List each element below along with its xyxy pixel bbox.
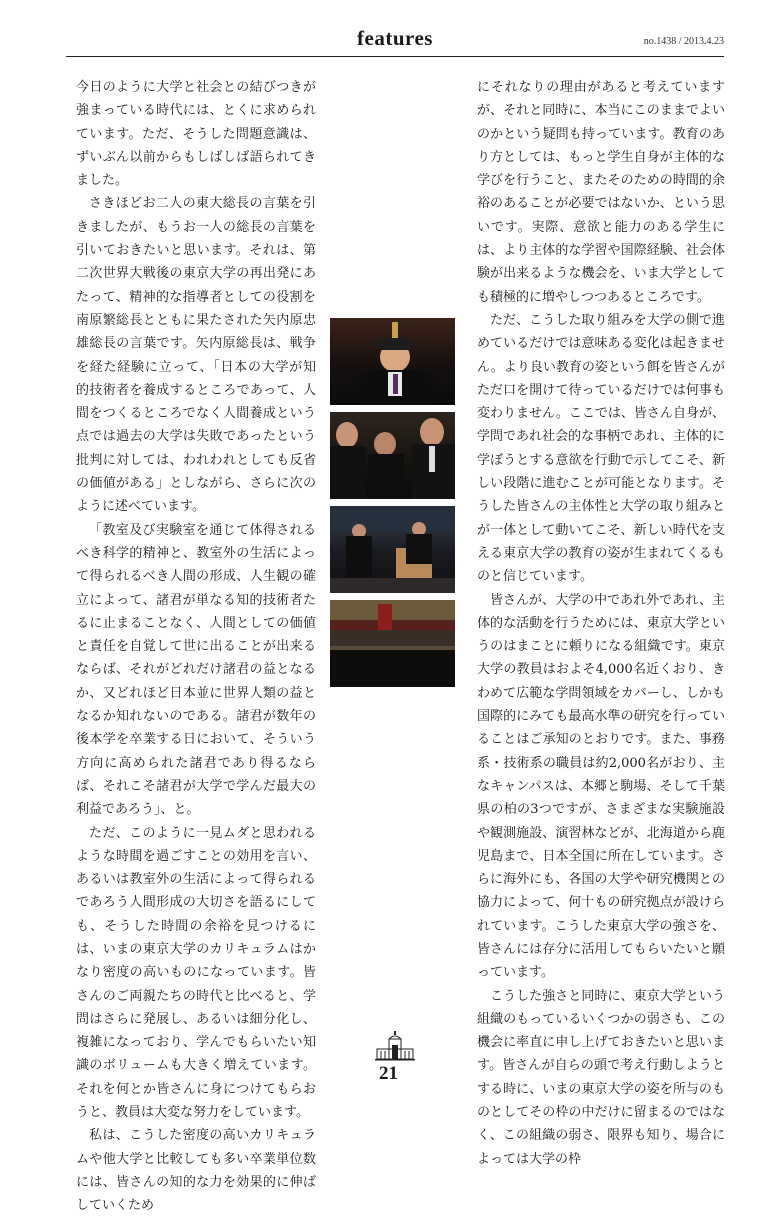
page-number: 21 — [379, 1063, 398, 1084]
page-header — [66, 26, 724, 56]
paragraph: 「教室及び実験室を通じて体得されるべき科学的精神と、教室外の生活によって得られるべき人間の形成、人生観の確立によって、諸君が単なる知的技術者たるに止まることなく、人間としての価値と責任を自覚して世に出ることが出来るならば、それがどれだけ諸君の益となるか、又どれほど日本並に世界人類の益となるか知れないのである。諸君が数年の後本学を卒業する日において、そういう方向に高められた諸君であり得るならば、それこそ諸君が大学で学んだ最大の利益であろう」、と。 — [76, 522, 316, 818]
photo-auditorium — [330, 600, 455, 687]
section-title: features — [357, 26, 433, 50]
photo-diploma-ceremony — [330, 506, 455, 593]
photo-students — [330, 412, 455, 499]
paragraph: 今日のように大学と社会との結びつきが強まっている時代には、とくに求められています。ただ、そうした問題意識は、ずいぶん以前からもしばしば語られてきました。 — [76, 80, 316, 189]
paragraph: さきほどお二人の東大総長の言葉を引きましたが、もうお一人の総長の言葉を引いておきたいと思います。それは、第二次世界大戦後の東京大学の再出発にあたって、精神的な指導者としての役割を南原繁総長とともに果たされた矢内原忠雄総長の言葉です。矢内原総長は、戦争を経た経験に立って、「日本の大学が知的技術者を養成するところであって、人間をつくるところでなく人間養成という点では過去の大学は失敗であったという批判に対しては、われわれとしても反省の価値がある」としながら、さらに次のように述べています。 — [76, 196, 316, 515]
paragraph: にそれなりの理由があると考えていますが、それと同時に、本当にこのままでよいのかという疑問も持っています。教育のあり方としては、もっと学生自身が主体的な学びを行うこと、またそのための時間的余裕のあることが必要ではないか、という思いです。実際、意欲と能力のある学生には、より主体的な学習や国際経験、社会体験が出来るような機会を、いま大学としても積極的に増やしつつあるところです。 — [477, 80, 725, 305]
issue-info: no.1438 / 2013.4.23 — [643, 36, 724, 47]
photo-president-speech — [330, 318, 455, 405]
yasuda-auditorium-icon — [375, 1031, 415, 1063]
paragraph: ただ、こうした取り組みを大学の側で進めているだけでは意味ある変化は起きません。より良い教育の姿という餌を皆さんがただ口を開けて待っているだけでは何事も変わりません。ここでは、皆さん自身が、学問であれ社会的な事柄であれ、主体的に学ぼうとする意欲を行動で示してこそ、新しい段階に進むことが可能となります。そうした皆さんの主体性と大学の取り組みとが一体として動いてこそ、新しい時代を支える東京大学の教育の姿が生まれてくるものと信じています。 — [477, 312, 725, 585]
right-column — [477, 76, 725, 1171]
header-divider — [66, 56, 724, 57]
photo-strip — [330, 318, 455, 694]
left-column — [76, 76, 316, 1218]
paragraph: ただ、このように一見ムダと思われるような時間を過ごすことの効用を言い、あるいは教室外の生活によって得られるであろう人間形成の大切さを語るにしても、そうした時間の余裕を見つけるには、いまの東京大学のカリキュラムはかなり密度の高いものになっています。皆さんのご両親たちの時代と比べると、学問はさらに発展し、あるいは細分化し、複雑になっており、学んでもらいたい知識のボリュームも大きく増えています。それを何とか皆さんに身につけてもらおうと、教員は大変な努力をしています。 — [76, 825, 316, 1121]
paragraph: 皆さんが、大学の中であれ外であれ、主体的な活動を行うためには、東京大学というのはまことに頼りになる組織です。東京大学の教員はおよそ4,000名近くおり、きわめて広範な学問領域をカバーし、しかも国際的にみても最高水準の研究を行っていることはご承知のとおりです。また、事務系・技術系の職員は約2,000名がおり、主なキャンパスは、本郷と駒場、そして千葉県の柏の3つですが、さまざまな実験施設や観測施設、演習林などが、北海道から鹿児島まで、日本全国に所在しています。さらに海外にも、各国の大学や研究機関との協力によって、何十もの研究拠点が設けられています。こうした東京大学の強さを、皆さんには存分に活用してもらいたいと願っています。 — [477, 592, 725, 981]
paragraph: 私は、こうした密度の高いカリキュラムや他大学と比較しても多い卒業単位数には、皆さんの知的な力を効果的に伸ばしていくため — [76, 1128, 316, 1214]
paragraph: こうした強さと同時に、東京大学という組織のもっているいくつかの弱さも、この機会に率直に申し上げておきたいと思います。皆さんが自らの頭で考え行動しようとする時に、いまの東京大学の姿を所与のものとしてその枠の中だけに留まるのではなく、この組織の弱さ、限界も知り、場合によっては大学の枠 — [477, 988, 725, 1167]
